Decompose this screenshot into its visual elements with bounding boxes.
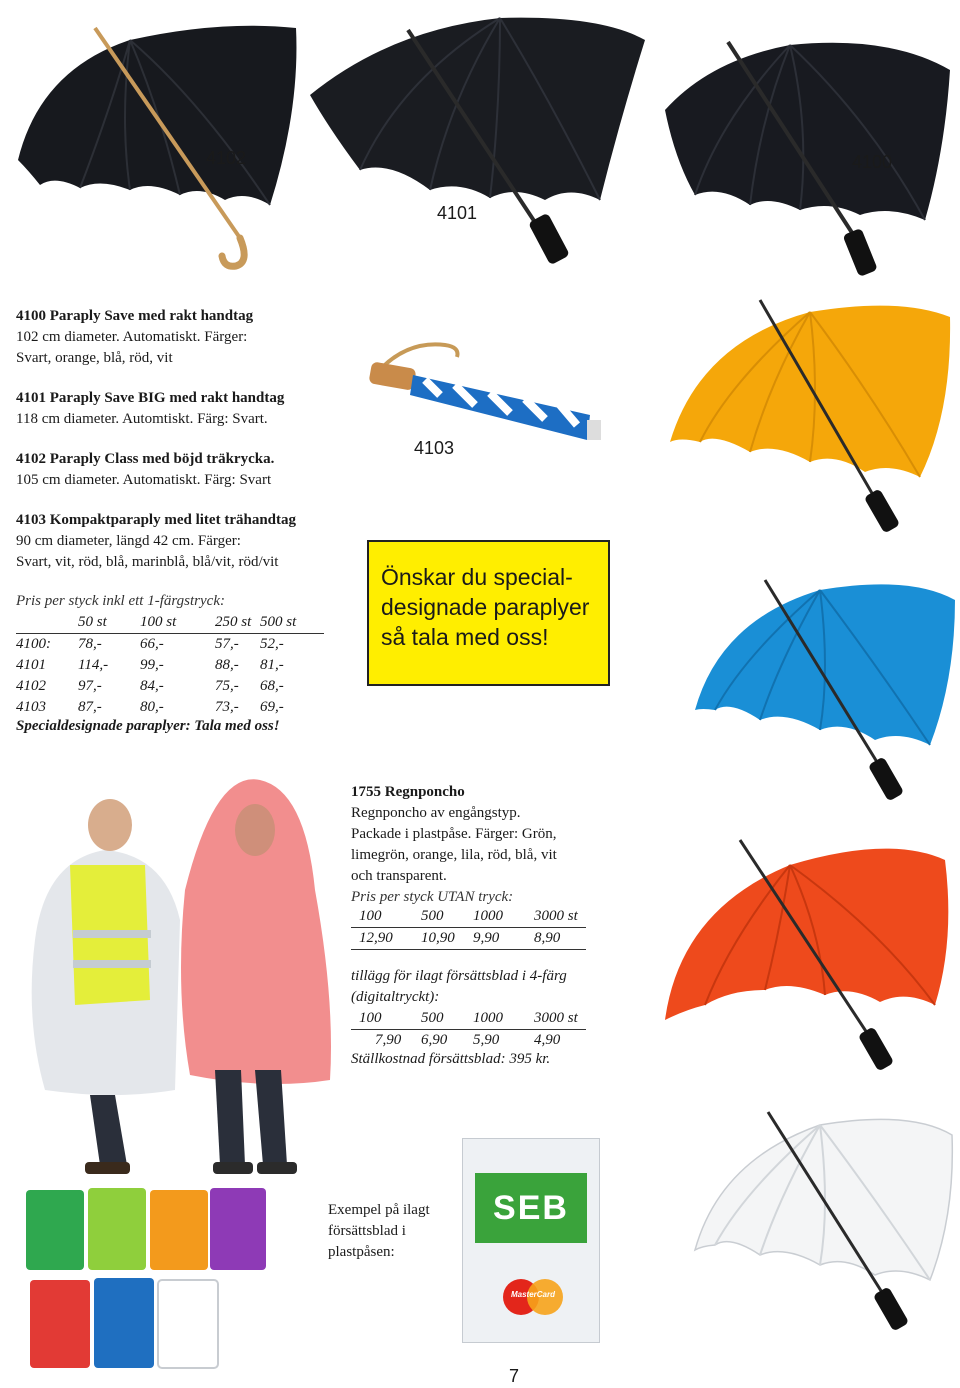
- umbrella-4102-image: [0, 0, 320, 280]
- row-label: 4102: [16, 678, 46, 694]
- poncho-title: 1755 Regnponcho: [351, 784, 465, 800]
- callout-line-2: designade paraplyer: [381, 594, 590, 620]
- product-4100-desc-2: Svart, orange, blå, röd, vit: [16, 350, 173, 366]
- column-header: 1000: [473, 906, 534, 928]
- table-row: [16, 676, 324, 697]
- poncho-desc-1: Regnponcho av engångstyp.: [351, 805, 521, 821]
- umbrella-price-heading: Pris per styck inkl ett 1-färgstryck:: [16, 593, 225, 609]
- table-row: [351, 928, 586, 950]
- product-4101: [16, 388, 356, 430]
- umbrella-4103-image: [365, 335, 615, 445]
- product-4103-title: 4103 Kompaktparaply med litet trähandtag: [16, 512, 297, 528]
- row-label: 4100:: [16, 636, 51, 652]
- table-cell: 84,-: [140, 678, 164, 694]
- product-4103-desc-2: Svart, vit, röd, blå, marinblå, blå/vit, röd/vit: [16, 554, 279, 570]
- umbrella-red-image: [660, 820, 960, 1080]
- table-cell: 78,-: [78, 636, 102, 652]
- column-header: 100: [359, 1008, 421, 1030]
- poncho-description: [351, 782, 671, 908]
- poncho-desc-3: limegrön, orange, lila, röd, blå, vit: [351, 847, 557, 863]
- umbrella-yellow-image: [660, 292, 960, 542]
- table-cell: 88,-: [215, 657, 239, 673]
- product-4100-title: 4100 Paraply Save med rakt handtag: [16, 308, 254, 324]
- poncho-models-image: [15, 770, 340, 1180]
- addon-price-table: [351, 1008, 586, 1051]
- table-cell: 9,90: [473, 928, 534, 950]
- umbrella-4101-image: [300, 0, 660, 280]
- table-cell: 87,-: [78, 699, 102, 715]
- table-cell: 7,90: [375, 1032, 402, 1048]
- table-cell: 68,-: [260, 678, 284, 694]
- table-cell: 52,-: [260, 636, 284, 652]
- column-header: 1000: [473, 1008, 534, 1030]
- umbrella-blue-image: [680, 560, 960, 810]
- column-header: 500: [421, 906, 473, 928]
- seb-logo: SEB: [475, 1173, 587, 1243]
- product-4100: [16, 306, 356, 369]
- umbrella-price-footer: Specialdesignade paraplyer: Tala med oss!: [16, 718, 280, 734]
- table-header-row: [351, 1008, 586, 1030]
- table-cell: 4,90: [534, 1032, 561, 1048]
- mastercard-label: MasterCard: [510, 1290, 555, 1299]
- column-header: 3000 st: [534, 906, 586, 928]
- table-cell: 99,-: [140, 657, 164, 673]
- row-label: 4103: [16, 699, 46, 715]
- product-4102-title: 4102 Paraply Class med böjd träkrycka.: [16, 451, 275, 467]
- column-header: 100: [359, 906, 421, 928]
- table-cell: 12,90: [359, 928, 421, 950]
- table-cell: 57,-: [215, 636, 239, 652]
- page-number: 7: [509, 1366, 520, 1386]
- umbrella-4100-black-image: [640, 0, 960, 285]
- row-label: 4101: [16, 657, 46, 673]
- table-header-row: [16, 612, 324, 634]
- example-line-1: Exempel på ilagt: [328, 1202, 430, 1218]
- table-cell: 10,90: [421, 928, 473, 950]
- table-cell: 114,-: [78, 657, 109, 673]
- table-header-row: [351, 906, 586, 928]
- table-cell: 75,-: [215, 678, 239, 694]
- example-line-2: försättsblad i: [328, 1223, 406, 1239]
- table-cell: 6,90: [421, 1032, 448, 1048]
- table-cell: 5,90: [473, 1032, 500, 1048]
- label-4102: 4102: [206, 148, 247, 168]
- product-4102-desc-1: 105 cm diameter. Automatiskt. Färg: Svart: [16, 472, 272, 488]
- seb-insert-bag: [462, 1138, 600, 1343]
- product-4103-desc-1: 90 cm diameter, längd 42 cm. Färger:: [16, 533, 241, 549]
- insert-example-text: [328, 1200, 468, 1263]
- addon-line-1: tillägg för ilagt försättsblad i 4-färg: [351, 968, 567, 984]
- poncho-price-heading: Pris per styck UTAN tryck:: [351, 889, 514, 905]
- table-cell: 80,-: [140, 699, 164, 715]
- table-cell: 69,-: [260, 699, 284, 715]
- mastercard-logo: [503, 1279, 563, 1315]
- column-header: 3000 st: [534, 1008, 586, 1030]
- setup-cost: Ställkostnad försättsblad: 395 kr.: [351, 1051, 551, 1067]
- poncho-addon: [351, 966, 671, 1008]
- column-header: 500: [421, 1008, 473, 1030]
- poncho-desc-4: och transparent.: [351, 868, 447, 884]
- table-cell: 66,-: [140, 636, 164, 652]
- umbrella-price-table: [16, 612, 324, 718]
- table-row: [16, 655, 324, 676]
- table-row: [351, 1030, 586, 1052]
- table-cell: 97,-: [78, 678, 102, 694]
- special-design-callout: [367, 540, 610, 686]
- poncho-desc-2: Packade i plastpåse. Färger: Grön,: [351, 826, 557, 842]
- table-cell: 73,-: [215, 699, 239, 715]
- addon-line-2: (digitaltryckt):: [351, 989, 440, 1005]
- table-row: [16, 697, 324, 718]
- table-row: [16, 634, 324, 656]
- callout-line-1: Önskar du special-: [381, 564, 573, 590]
- example-line-3: plastpåsen:: [328, 1244, 395, 1260]
- column-header: 250 st: [215, 612, 260, 634]
- product-4100-desc-1: 102 cm diameter. Automatiskt. Färger:: [16, 329, 248, 345]
- product-4101-title: 4101 Paraply Save BIG med rakt handtag: [16, 390, 285, 406]
- column-header: 50 st: [78, 612, 140, 634]
- table-cell: 8,90: [534, 928, 586, 950]
- label-4100: 4100: [852, 152, 893, 172]
- umbrella-white-image: [680, 1100, 960, 1340]
- product-4103: [16, 510, 366, 573]
- label-4101: 4101: [437, 203, 478, 223]
- poncho-bags-image: [18, 1180, 268, 1375]
- table-cell: 81,-: [260, 657, 284, 673]
- poncho-price-table: [351, 906, 586, 950]
- product-4101-desc-1: 118 cm diameter. Automtiskt. Färg: Svart.: [16, 411, 268, 427]
- label-4103: 4103: [414, 438, 455, 458]
- column-header: 500 st: [260, 612, 324, 634]
- callout-line-3: så tala med oss!: [381, 624, 549, 650]
- column-header: 100 st: [140, 612, 215, 634]
- product-4102: [16, 449, 356, 491]
